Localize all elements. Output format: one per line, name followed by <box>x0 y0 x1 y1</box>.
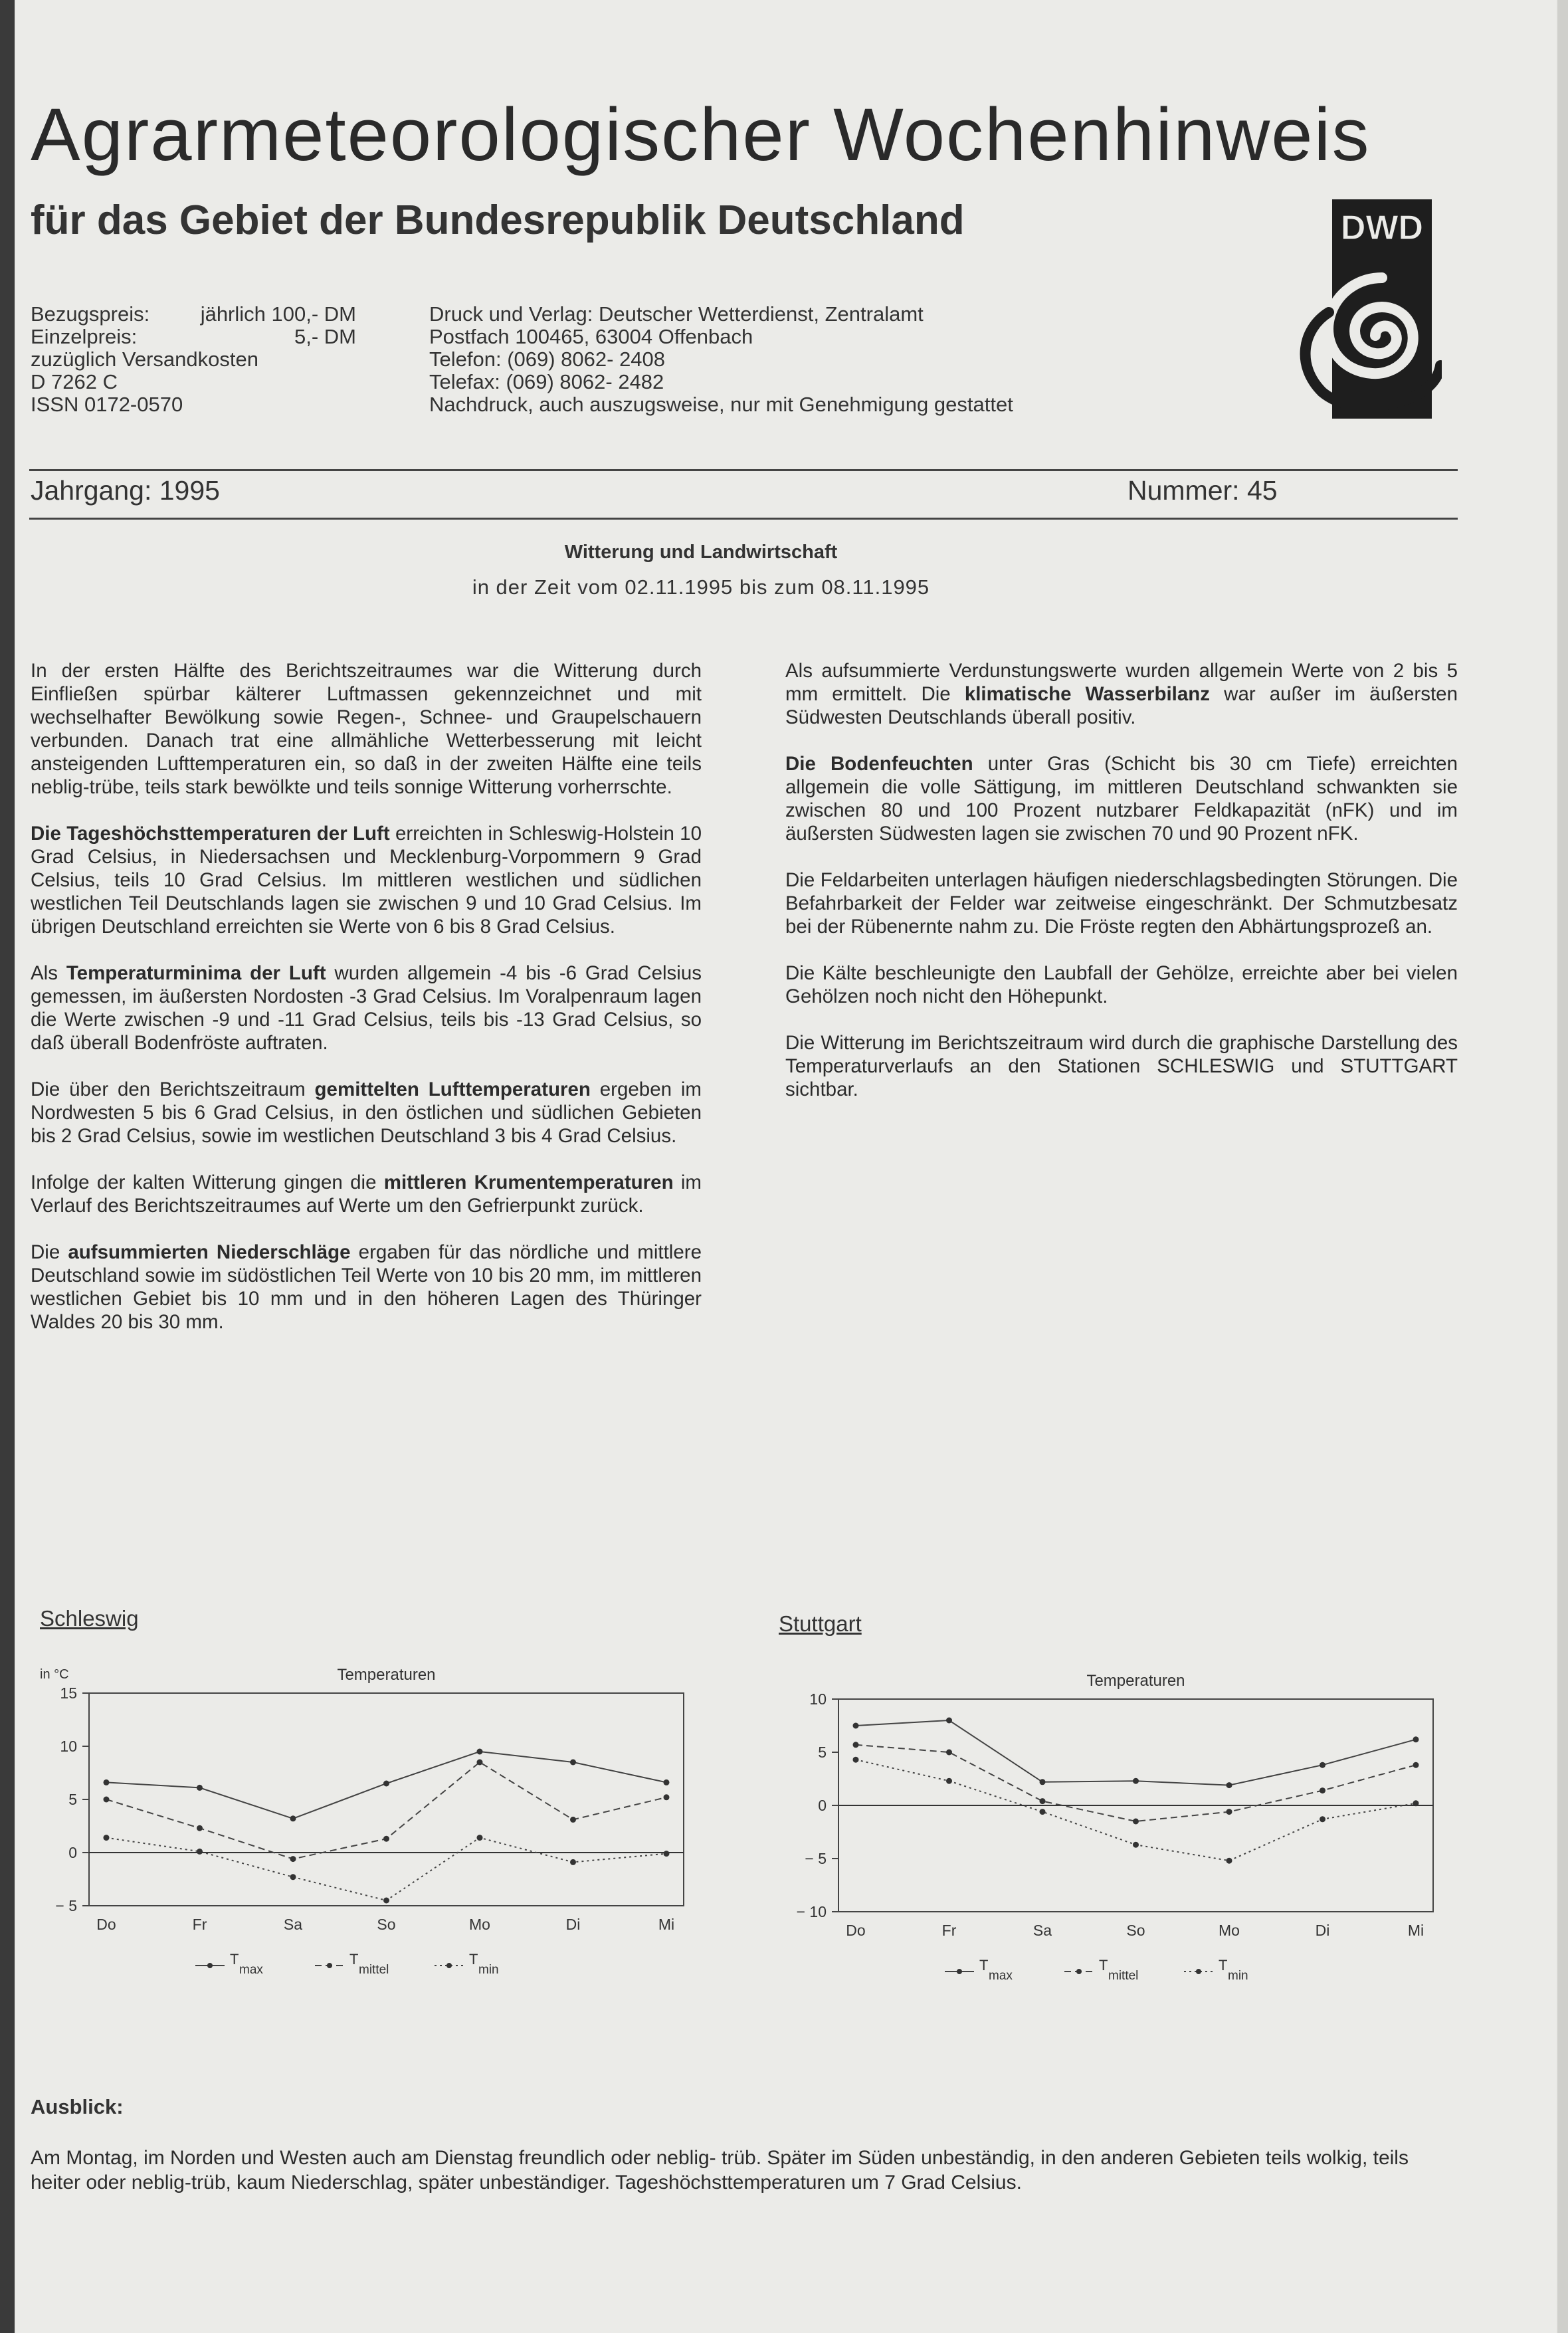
chart-station-title: Schleswig <box>40 1606 139 1631</box>
legend-label: T <box>1099 1957 1108 1974</box>
data-point-max <box>664 1779 670 1785</box>
legend-label: T <box>230 1951 239 1968</box>
legend-marker-mittel <box>1076 1969 1082 1974</box>
paragraph-text: Als <box>31 962 66 984</box>
paragraph-text: im Verlauf des Berichtszeitraumes auf Werte um den Gefrierpunkt zurück. <box>31 1171 702 1217</box>
legend-subscript: min <box>478 1963 499 1977</box>
data-point-max <box>1040 1779 1046 1785</box>
data-point-min <box>477 1835 483 1841</box>
bezugspreis-label: Bezugspreis: <box>31 302 150 326</box>
publisher-line: Druck und Verlag: Deutscher Wetterdienst, Zentralamt <box>429 302 924 326</box>
bold-term: gemittelten Lufttemperaturen <box>314 1078 591 1100</box>
einzelpreis-value: 5,- DM <box>294 325 356 348</box>
plot-frame <box>89 1693 684 1906</box>
x-tick-label: Do <box>846 1922 866 1939</box>
paragraph-bodenfeuchten <box>785 752 1458 845</box>
chart-title: Temperaturen <box>1086 1672 1185 1690</box>
x-tick-label: Sa <box>283 1916 303 1933</box>
legend-label: T <box>979 1957 989 1974</box>
divider-bottom <box>29 518 1458 520</box>
x-tick-label: Mi <box>658 1916 675 1933</box>
page-subtitle: für das Gebiet der Bundesrepublik Deutschland <box>31 197 965 243</box>
data-point-max <box>946 1718 952 1724</box>
data-point-min <box>853 1757 859 1763</box>
data-point-min <box>1413 1800 1419 1806</box>
publisher-info <box>429 303 1013 416</box>
y-tick-label: − 5 <box>805 1850 827 1867</box>
y-tick-label: 10 <box>60 1738 77 1755</box>
paragraph-grafik-hinweis: Die Witterung im Berichtszeitraum wird durch die graphische Darstellung des Temperaturverlaufs an den Stationen SCHLESWIG und STUTTGART sichtbar. <box>785 1032 1458 1100</box>
data-point-min <box>104 1835 110 1841</box>
paragraph-text: ergeben im Nordwesten 5 bis 6 Grad Celsius, in den östlichen und südlichen Gebieten bis 2 Grad Celsius, sowie im westlichen Deutschland 3 bis 4 Grad Celsius. <box>31 1078 702 1147</box>
x-tick-label: So <box>377 1916 396 1933</box>
bezugspreis-row <box>31 303 356 326</box>
paragraph-hoechsttemperaturen <box>31 822 702 938</box>
pricing-info <box>31 303 356 416</box>
chart-stuttgart <box>791 1665 1455 2003</box>
text-column-left <box>31 659 702 1357</box>
paragraph-krumentemperaturen <box>31 1171 702 1217</box>
divider-top <box>29 469 1458 471</box>
data-point-mittel <box>1040 1798 1046 1804</box>
data-point-max <box>104 1779 110 1785</box>
data-point-mittel <box>197 1825 203 1831</box>
chart-schleswig <box>40 1655 711 2000</box>
data-point-max <box>1226 1782 1232 1788</box>
data-point-mittel <box>1226 1809 1232 1815</box>
y-tick-label: 5 <box>818 1744 827 1761</box>
einzelpreis-label: Einzelpreis: <box>31 325 138 348</box>
legend-subscript: max <box>239 1963 263 1977</box>
x-tick-label: So <box>1126 1922 1145 1939</box>
data-point-min <box>1226 1858 1232 1864</box>
scan-edge-left <box>0 0 15 2333</box>
data-point-mittel <box>1320 1787 1325 1793</box>
issn: ISSN 0172-0570 <box>31 393 183 416</box>
logo-text: DWD <box>1340 209 1424 247</box>
data-point-mittel <box>290 1856 296 1862</box>
x-tick-label: Fr <box>192 1916 207 1933</box>
data-point-min <box>383 1898 389 1904</box>
data-point-max <box>477 1749 483 1755</box>
x-tick-label: Do <box>96 1916 116 1933</box>
paragraph-feldarbeiten: Die Feldarbeiten unterlagen häufigen niederschlagsbedingten Störungen. Die Befahrbarkeit der Felder war zeitweise eingeschränkt. Der Schmutzbesatz bei der Rübenernte nahm zu. Die Fröste regten den Abhärtungsprozeß an. <box>785 869 1458 938</box>
text-column-right <box>785 659 1458 1124</box>
legend-marker-max <box>207 1963 213 1968</box>
bold-term: Die Bodenfeuchten <box>785 753 973 775</box>
x-tick-label: Mo <box>1219 1922 1240 1939</box>
x-tick-label: Fr <box>941 1922 957 1939</box>
data-point-min <box>1040 1809 1046 1815</box>
bold-term: Die Tageshöchsttemperaturen der Luft <box>31 823 390 845</box>
data-point-mittel <box>1133 1819 1139 1825</box>
jahrgang: Jahrgang: 1995 <box>31 475 220 506</box>
nummer: Nummer: 45 <box>1127 475 1278 506</box>
series-line-mittel <box>106 1762 666 1859</box>
series-line-max <box>856 1720 1416 1785</box>
legend-marker-max <box>957 1969 962 1974</box>
versand-text: zuzüglich Versandkosten <box>31 348 258 371</box>
y-tick-label: 0 <box>68 1844 77 1861</box>
x-tick-label: Sa <box>1032 1922 1052 1939</box>
data-point-min <box>290 1874 296 1880</box>
x-tick-label: Di <box>565 1916 581 1933</box>
y-tick-label: 10 <box>809 1690 827 1708</box>
legend-subscript: mittel <box>359 1963 389 1977</box>
paragraph-verdunstung <box>785 659 1458 729</box>
paragraph-witterung: In der ersten Hälfte des Berichtszeitraumes war die Witterung durch Einfließen spürbar kälterer Luftmassen gekennzeichnet und mit wechselhafter Bewölkung sowie Regen-, Schnee- und Graupelschauern verbunden. Danach trat eine allmähliche Wetterbesserung mit leicht ansteigenden Lufttemperaturen ein, so daß in der zweiten Hälfte eine teils neblig-trübe, teils stark bewölkte und teils sonnige Witterung vorherrschte. <box>31 660 702 798</box>
data-point-min <box>664 1851 670 1857</box>
data-point-max <box>197 1785 203 1791</box>
y-tick-label: − 5 <box>55 1897 77 1914</box>
paragraph-gehoelze: Die Kälte beschleunigte den Laubfall der Gehölze, erreichte aber bei vielen Gehölzen noch nicht den Höhepunkt. <box>785 962 1458 1007</box>
data-point-max <box>290 1815 296 1821</box>
paragraph-text: erreichten in Schleswig-Holstein 10 Grad Celsius, in Niedersachsen und Mecklenburg-Vorpommern 9 Grad Celsius, teils 10 Grad Celsius. Im mittleren westlichen und südlichen westlichen Teil Deutschlands lagen sie zwischen 9 und 10 Grad Celsius. Im übrigen Deutschland erreichten sie Werte von 6 bis 8 Grad Celsius. <box>31 823 702 938</box>
bezugspreis-value: jährlich 100,- DM <box>200 302 356 326</box>
y-tick-label: 5 <box>68 1791 77 1808</box>
address-line: Postfach 100465, 63004 Offenbach <box>429 325 753 348</box>
paragraph-text: Die <box>31 1241 68 1263</box>
data-point-mittel <box>1413 1762 1419 1768</box>
legend-label: T <box>349 1951 359 1968</box>
phone-line: Telefon: (069) 8062- 2408 <box>429 348 666 371</box>
data-point-max <box>1320 1762 1325 1768</box>
ausblick-text: Am Montag, im Norden und Westen auch am Dienstag freundlich oder neblig- trüb. Später im Süden unbeständig, in den anderen Gebieten teils wolkig, teils heiter oder neblig-trüb, kaum Niederschlag, später unbeständiger. Tageshöchsttemperaturen um 7 Grad Celsius. <box>31 2147 1409 2193</box>
bold-term: aufsummierten Niederschläge <box>68 1241 351 1263</box>
legend-marker-min <box>1196 1969 1201 1974</box>
data-point-max <box>1413 1736 1419 1742</box>
y-tick-label: 15 <box>60 1684 77 1702</box>
data-point-min <box>1320 1816 1325 1822</box>
paragraph-text: Infolge der kalten Witterung gingen die <box>31 1171 384 1193</box>
paragraph-text: wurden allgemein -4 bis -6 Grad Celsius gemessen, im äußersten Nordosten -3 Grad Celsius. Im Voralpenraum lagen die Werte zwischen -9 und -11 Grad Celsius, teils bis -13 Grad Celsius, so daß überall Bodenfröste auftraten. <box>31 962 702 1054</box>
bold-term: klimatische Wasserbilanz <box>964 683 1211 705</box>
data-point-max <box>853 1723 859 1729</box>
y-tick-label: 0 <box>818 1797 827 1814</box>
legend-subscript: mittel <box>1108 1969 1139 1983</box>
paragraph-niederschlaege <box>31 1241 702 1334</box>
data-point-max <box>570 1760 576 1766</box>
einzelpreis-row <box>31 326 356 348</box>
data-point-mittel <box>477 1760 483 1766</box>
data-point-max <box>1133 1778 1139 1784</box>
legend-label: T <box>1219 1957 1228 1974</box>
data-point-mittel <box>946 1750 952 1756</box>
x-tick-label: Mi <box>1407 1922 1424 1939</box>
legend-subscript: max <box>989 1969 1013 1983</box>
data-point-mittel <box>664 1794 670 1800</box>
x-tick-label: Mo <box>469 1916 490 1933</box>
y-axis-unit: in °C <box>40 1667 69 1682</box>
data-point-mittel <box>104 1797 110 1803</box>
paragraph-temperaturminima <box>31 962 702 1055</box>
data-point-mittel <box>853 1742 859 1748</box>
legend-label: T <box>469 1951 478 1968</box>
data-point-min <box>570 1859 576 1865</box>
chart-station-title: Stuttgart <box>779 1611 862 1636</box>
bold-term: mittleren Krumentemperaturen <box>383 1171 674 1193</box>
copyright-line: Nachdruck, auch auszugsweise, nur mit Genehmigung gestattet <box>429 393 1013 416</box>
series-line-min <box>106 1838 666 1900</box>
data-point-mittel <box>570 1817 576 1823</box>
paragraph-text: Als aufsummierte Verdunstungswerte wurden allgemein Werte von 2 bis 5 mm ermittelt. Die <box>785 660 1458 705</box>
bold-term: Temperaturminima der Luft <box>66 962 326 984</box>
paragraph-text: ergaben für das nördliche und mittlere Deutschland sowie im südöstlichen Teil Werte von 10 bis 20 mm, im mittleren westlichen Gebiet bis 10 mm und in den höheren Lagen des Thüringer Waldes 20 bis 30 mm. <box>31 1241 702 1333</box>
data-point-min <box>1133 1842 1139 1848</box>
dwd-logo <box>1276 199 1442 425</box>
data-point-mittel <box>383 1836 389 1842</box>
data-point-min <box>197 1849 203 1855</box>
legend-subscript: min <box>1228 1969 1248 1983</box>
paragraph-text: war außer im äußersten Südwesten Deutschlands überall positiv. <box>785 683 1458 728</box>
paragraph-mitteltemperaturen <box>31 1078 702 1148</box>
fax-line: Telefax: (069) 8062- 2482 <box>429 370 664 393</box>
page-title: Agrarmeteorologischer Wochenhinweis <box>31 93 1371 176</box>
ausblick-title: Ausblick: <box>31 2095 124 2118</box>
paragraph-text: Die über den Berichtszeitraum <box>31 1078 315 1100</box>
section-title: Witterung und Landwirtschaft <box>564 542 838 563</box>
data-point-max <box>383 1781 389 1787</box>
data-point-min <box>946 1778 952 1784</box>
scan-edge-right <box>1557 0 1568 2333</box>
paragraph-text: unter Gras (Schicht bis 30 cm Tiefe) erreichten allgemein die volle Sättigung, im mittleren Deutschland schwankten sie zwischen 80 und 100 Prozent nutzbarer Feldkapazität (nFK) und im äußersten Südwesten lagen sie zwischen 70 und 90 Prozent nFK. <box>785 753 1458 845</box>
x-tick-label: Di <box>1315 1922 1330 1939</box>
legend-marker-min <box>446 1963 452 1968</box>
section-period: in der Zeit vom 02.11.1995 bis zum 08.11.1995 <box>472 575 930 599</box>
y-tick-label: − 10 <box>796 1903 827 1920</box>
legend-marker-mittel <box>327 1963 332 1968</box>
chart-title: Temperaturen <box>337 1666 436 1684</box>
d-code: D 7262 C <box>31 370 118 393</box>
